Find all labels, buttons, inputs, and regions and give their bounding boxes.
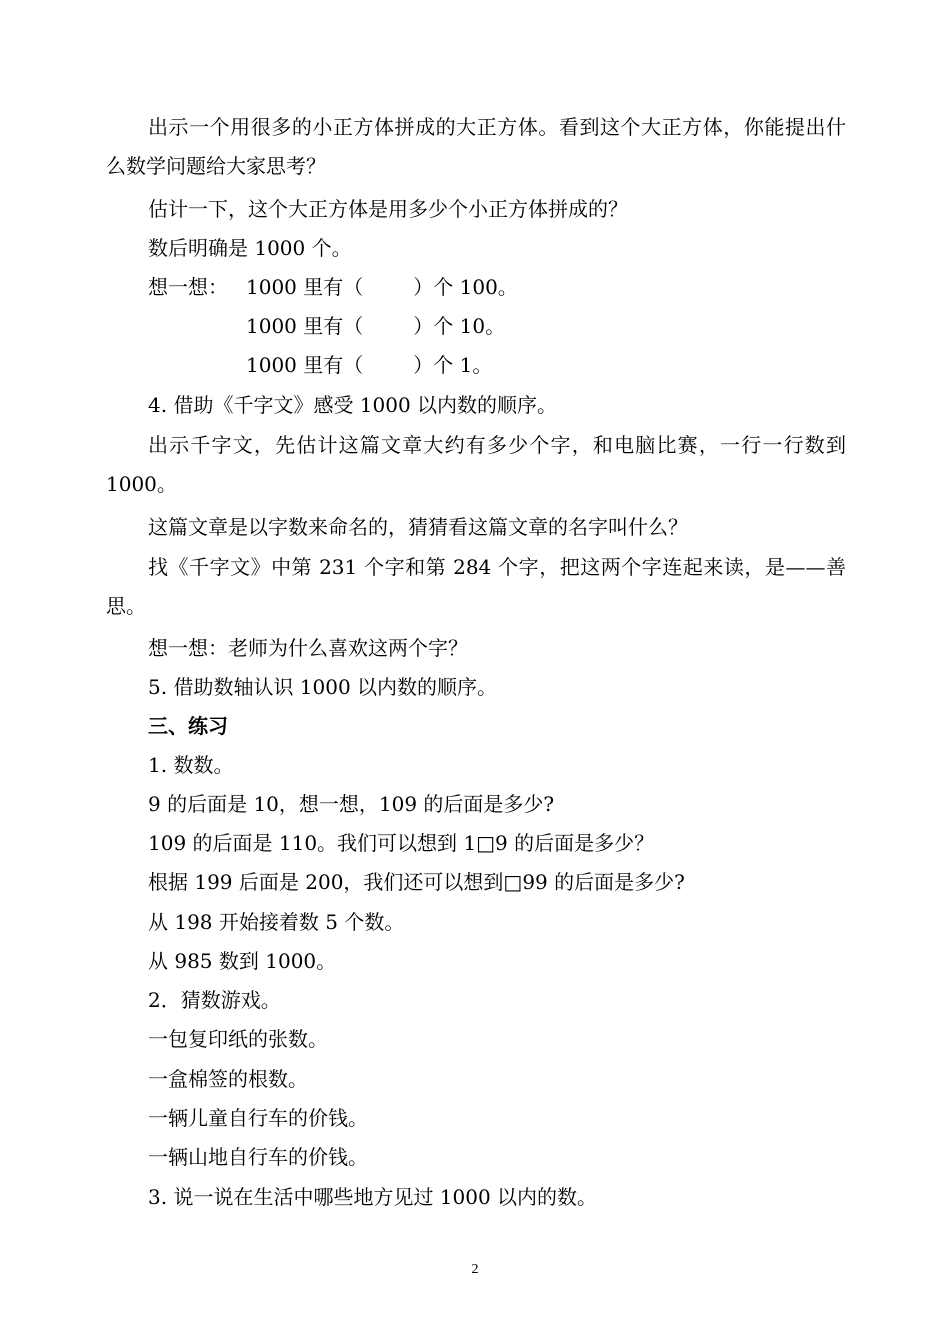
section-4-paragraph: 想一想：老师为什么喜欢这两个字？ bbox=[148, 636, 468, 660]
page-number: 2 bbox=[471, 1262, 479, 1277]
practice-line: 一包复印纸的张数。 bbox=[148, 1027, 328, 1051]
practice-line: 一盒棉签的根数。 bbox=[148, 1067, 308, 1091]
think-row: 1000 里有（ ）个 100。 bbox=[246, 275, 518, 299]
practice-heading: 三、练习 bbox=[148, 714, 228, 738]
section-4-paragraph: 找《千字文》中第 231 个字和第 284 个字，把这两个字连起来读，是——善思。 bbox=[106, 555, 846, 618]
think-row: 1000 里有（ ）个 1。 bbox=[246, 353, 493, 377]
practice-line: 一辆山地自行车的价钱。 bbox=[148, 1145, 368, 1169]
paragraph-count-result: 数后明确是 1000 个。 bbox=[148, 236, 352, 260]
practice-line: 9 的后面是 10，想一想，109 的后面是多少? bbox=[148, 792, 555, 816]
paragraph-intro: 出示一个用很多的小正方体拼成的大正方体。看到这个大正方体，你能提出什么数学问题给大家思考？ bbox=[106, 115, 846, 178]
think-row: 1000 里有（ ）个 10。 bbox=[246, 314, 506, 338]
practice-line: 根据 199 后面是 200，我们还可以想到□99 的后面是多少? bbox=[148, 870, 685, 894]
practice-line: 1. 数数。 bbox=[148, 753, 234, 777]
practice-line: 109 的后面是 110。我们可以想到 1□9 的后面是多少？ bbox=[148, 831, 655, 855]
section-4-paragraph: 出示千字文，先估计这篇文章大约有多少个字，和电脑比赛，一行一行数到 1000。 bbox=[106, 433, 846, 496]
section-5-title: 5. 借助数轴认识 1000 以内数的顺序。 bbox=[148, 675, 498, 699]
section-4-paragraph: 这篇文章是以字数来命名的，猜猜看这篇文章的名字叫什么？ bbox=[148, 515, 688, 539]
practice-line: 从 985 数到 1000。 bbox=[148, 949, 337, 973]
section-4-title: 4. 借助《千字文》感受 1000 以内数的顺序。 bbox=[148, 393, 558, 417]
practice-line: 3. 说一说在生活中哪些地方见过 1000 以内的数。 bbox=[148, 1185, 598, 1209]
practice-line: 2．猜数游戏。 bbox=[148, 988, 281, 1012]
think-label: 想一想： bbox=[148, 275, 228, 299]
practice-line: 从 198 开始接着数 5 个数。 bbox=[148, 910, 405, 934]
paragraph-estimate: 估计一下，这个大正方体是用多少个小正方体拼成的？ bbox=[148, 197, 628, 221]
practice-line: 一辆儿童自行车的价钱。 bbox=[148, 1106, 368, 1130]
